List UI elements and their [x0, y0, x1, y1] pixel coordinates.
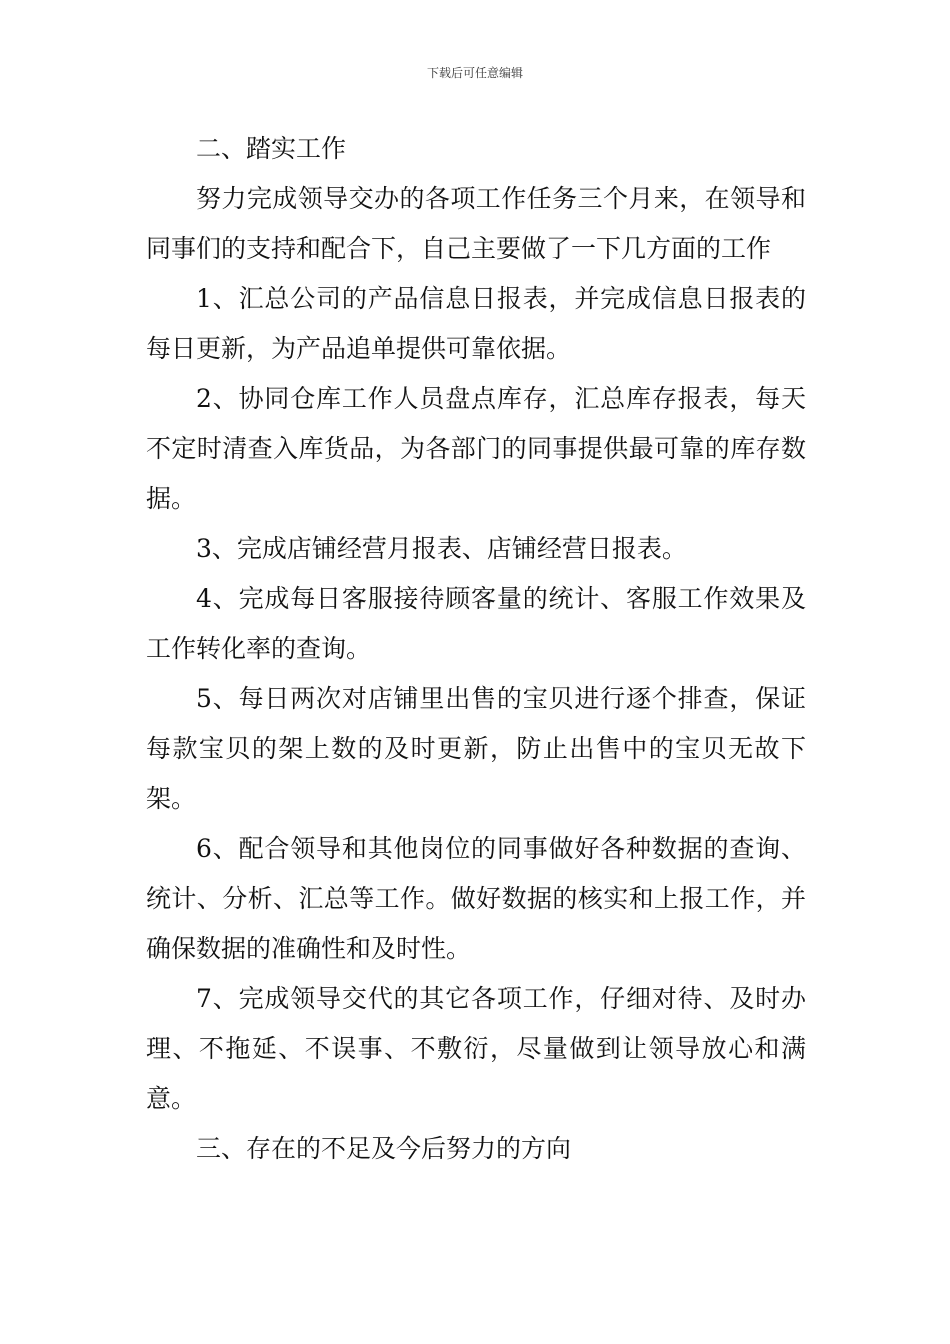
- list-item: 4、完成每日客服接待顾客量的统计、客服工作效果及工作转化率的查询。: [146, 584, 806, 663]
- list-item: 2、协同仓库工作人员盘点库存，汇总库存报表，每天不定时清查入库货品，为各部门的同事提供最可靠的库存数据。: [146, 384, 806, 513]
- list-item: 1、汇总公司的产品信息日报表，并完成信息日报表的每日更新，为产品追单提供可靠依据。: [146, 284, 806, 363]
- list-item: 3、完成店铺经营月报表、店铺经营日报表。: [196, 534, 687, 563]
- section-heading: 三、存在的不足及今后努力的方向: [196, 1134, 572, 1163]
- list-item: 6、配合领导和其他岗位的同事做好各种数据的查询、统计、分析、汇总等工作。做好数据的核实和上报工作，并确保数据的准确性和及时性。: [146, 834, 806, 963]
- paragraph: 努力完成领导交办的各项工作任务三个月来，在领导和同事们的支持和配合下，自己主要做了一下几方面的工作: [146, 184, 806, 263]
- document-body: [146, 124, 806, 1174]
- list-item: 5、每日两次对店铺里出售的宝贝进行逐个排查，保证每款宝贝的架上数的及时更新，防止出售中的宝贝无故下架。: [146, 684, 806, 813]
- section-heading: 二、踏实工作: [196, 134, 347, 163]
- header-note: 下载后可任意编辑: [426, 66, 523, 80]
- list-item: 7、完成领导交代的其它各项工作，仔细对待、及时办理、不拖延、不误事、不敷衍，尽量做到让领导放心和满意。: [146, 984, 806, 1113]
